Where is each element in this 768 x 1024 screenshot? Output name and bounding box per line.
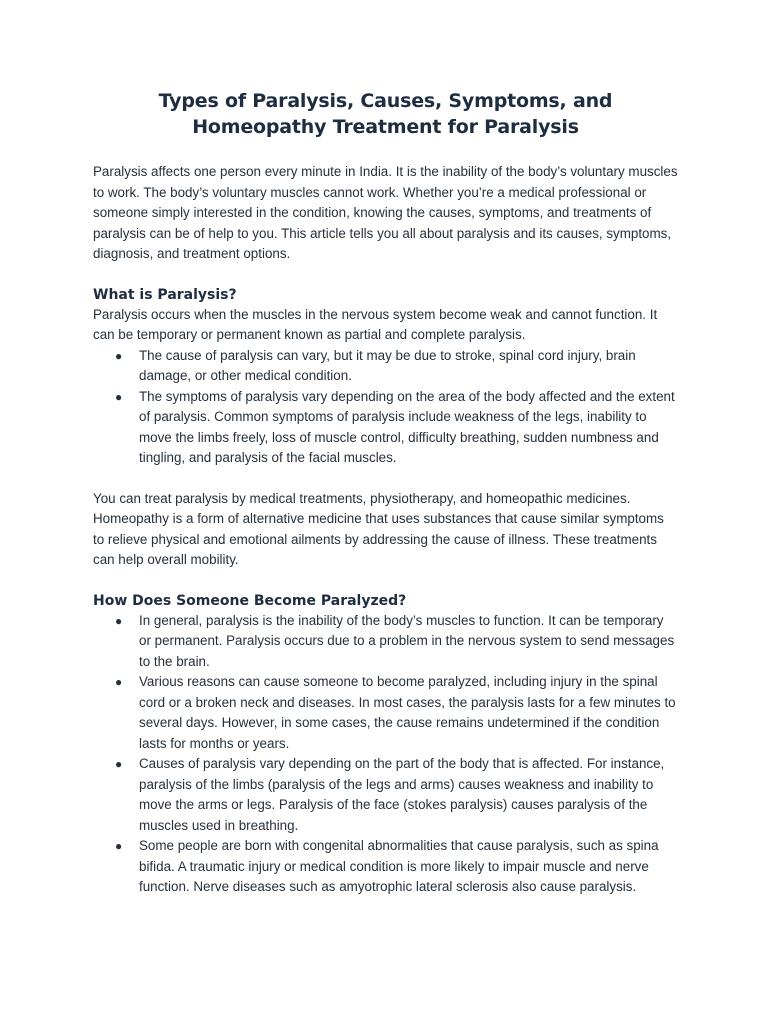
list-item [93, 387, 678, 469]
intro-paragraph: Paralysis affects one person every minute in India. It is the inability of the body’s voluntary muscles to work. The body’s voluntary muscles cannot work. Whether you’re a medical professional or someone simply interested in the condition, knowing the causes, symptoms, and treatments of paralysis can be of help to you. This article tells you all about paralysis and its causes, symptoms, diagnosis, and treatment options. [93, 164, 678, 261]
list-item [93, 672, 678, 754]
bullet-icon: ● [115, 389, 123, 404]
list-item-text: In general, paralysis is the inability of the body’s muscles to function. It can be temporary or permanent. Paralysis occurs due to a problem in the nervous system to send messages to the brain. [139, 612, 675, 669]
bullet-icon: ● [115, 613, 123, 628]
list-item [93, 836, 678, 898]
bullet-list [93, 346, 678, 469]
section-heading-how-become-paralyzed: How Does Someone Become Paralyzed? [93, 592, 407, 609]
list-item-text: The cause of paralysis can vary, but it may be due to stroke, spinal cord injury, brain damage, or other medical condition. [139, 347, 636, 383]
list-item-text: The symptoms of paralysis vary depending on the area of the body affected and the extent of paralysis. Common symptoms of paralysis include weakness of the legs, inability to move the limbs freely, loss of muscle control, difficulty breathing, sudden numbness and tingling, and paralysis of the facial muscles. [139, 388, 675, 465]
bullet-icon: ● [115, 348, 123, 363]
page-title: Types of Paralysis, Causes, Symptoms, and Homeopathy Treatment for Paralysis [158, 90, 613, 138]
section-how-become-paralyzed [93, 591, 678, 898]
list-item-text: Causes of paralysis vary depending on the part of the body that is affected. For instance, paralysis of the limbs (paralysis of the legs and arms) causes weakness and inability to move the arms or legs. Paralysis of the face (stokes paralysis) causes paralysis of the muscles used in breathing. [139, 756, 665, 833]
bullet-list [93, 611, 678, 898]
closing-paragraph: You can treat paralysis by medical treatments, physiotherapy, and homeopathic medicines. Homeopathy is a form of alternative medicine that uses substances that cause similar symptoms to relieve physical and emotional ailments by addressing the cause of illness. These treatments can help overall mobility. [93, 490, 664, 567]
bullet-icon: ● [115, 675, 123, 689]
list-item-text: Some people are born with congenital abnormalities that cause paralysis, such as spina bifida. A traumatic injury or medical condition is more likely to impair muscle and nerve function. Nerve diseases such as amyotrophic lateral sclerosis also cause paralysis. [139, 838, 659, 894]
list-item [93, 754, 678, 836]
section-what-is-paralysis [93, 285, 678, 571]
bullet-icon: ● [115, 839, 123, 853]
section-paragraph: Paralysis occurs when the muscles in the nervous system become weak and cannot function. It can be temporary or permanent known as partial and complete paralysis. [93, 306, 658, 342]
bullet-icon: ● [115, 757, 123, 771]
list-item [93, 346, 678, 387]
list-item [93, 611, 678, 673]
document-page [93, 88, 678, 898]
section-heading-what-is-paralysis: What is Paralysis? [93, 286, 237, 303]
list-item-text: Various reasons can cause someone to become paralyzed, including injury in the spinal cord or a broken neck and diseases. In most cases, the paralysis lasts for a few minutes to several days. However, in some cases, the cause remains undetermined if the condition lasts for months or years. [139, 674, 676, 751]
